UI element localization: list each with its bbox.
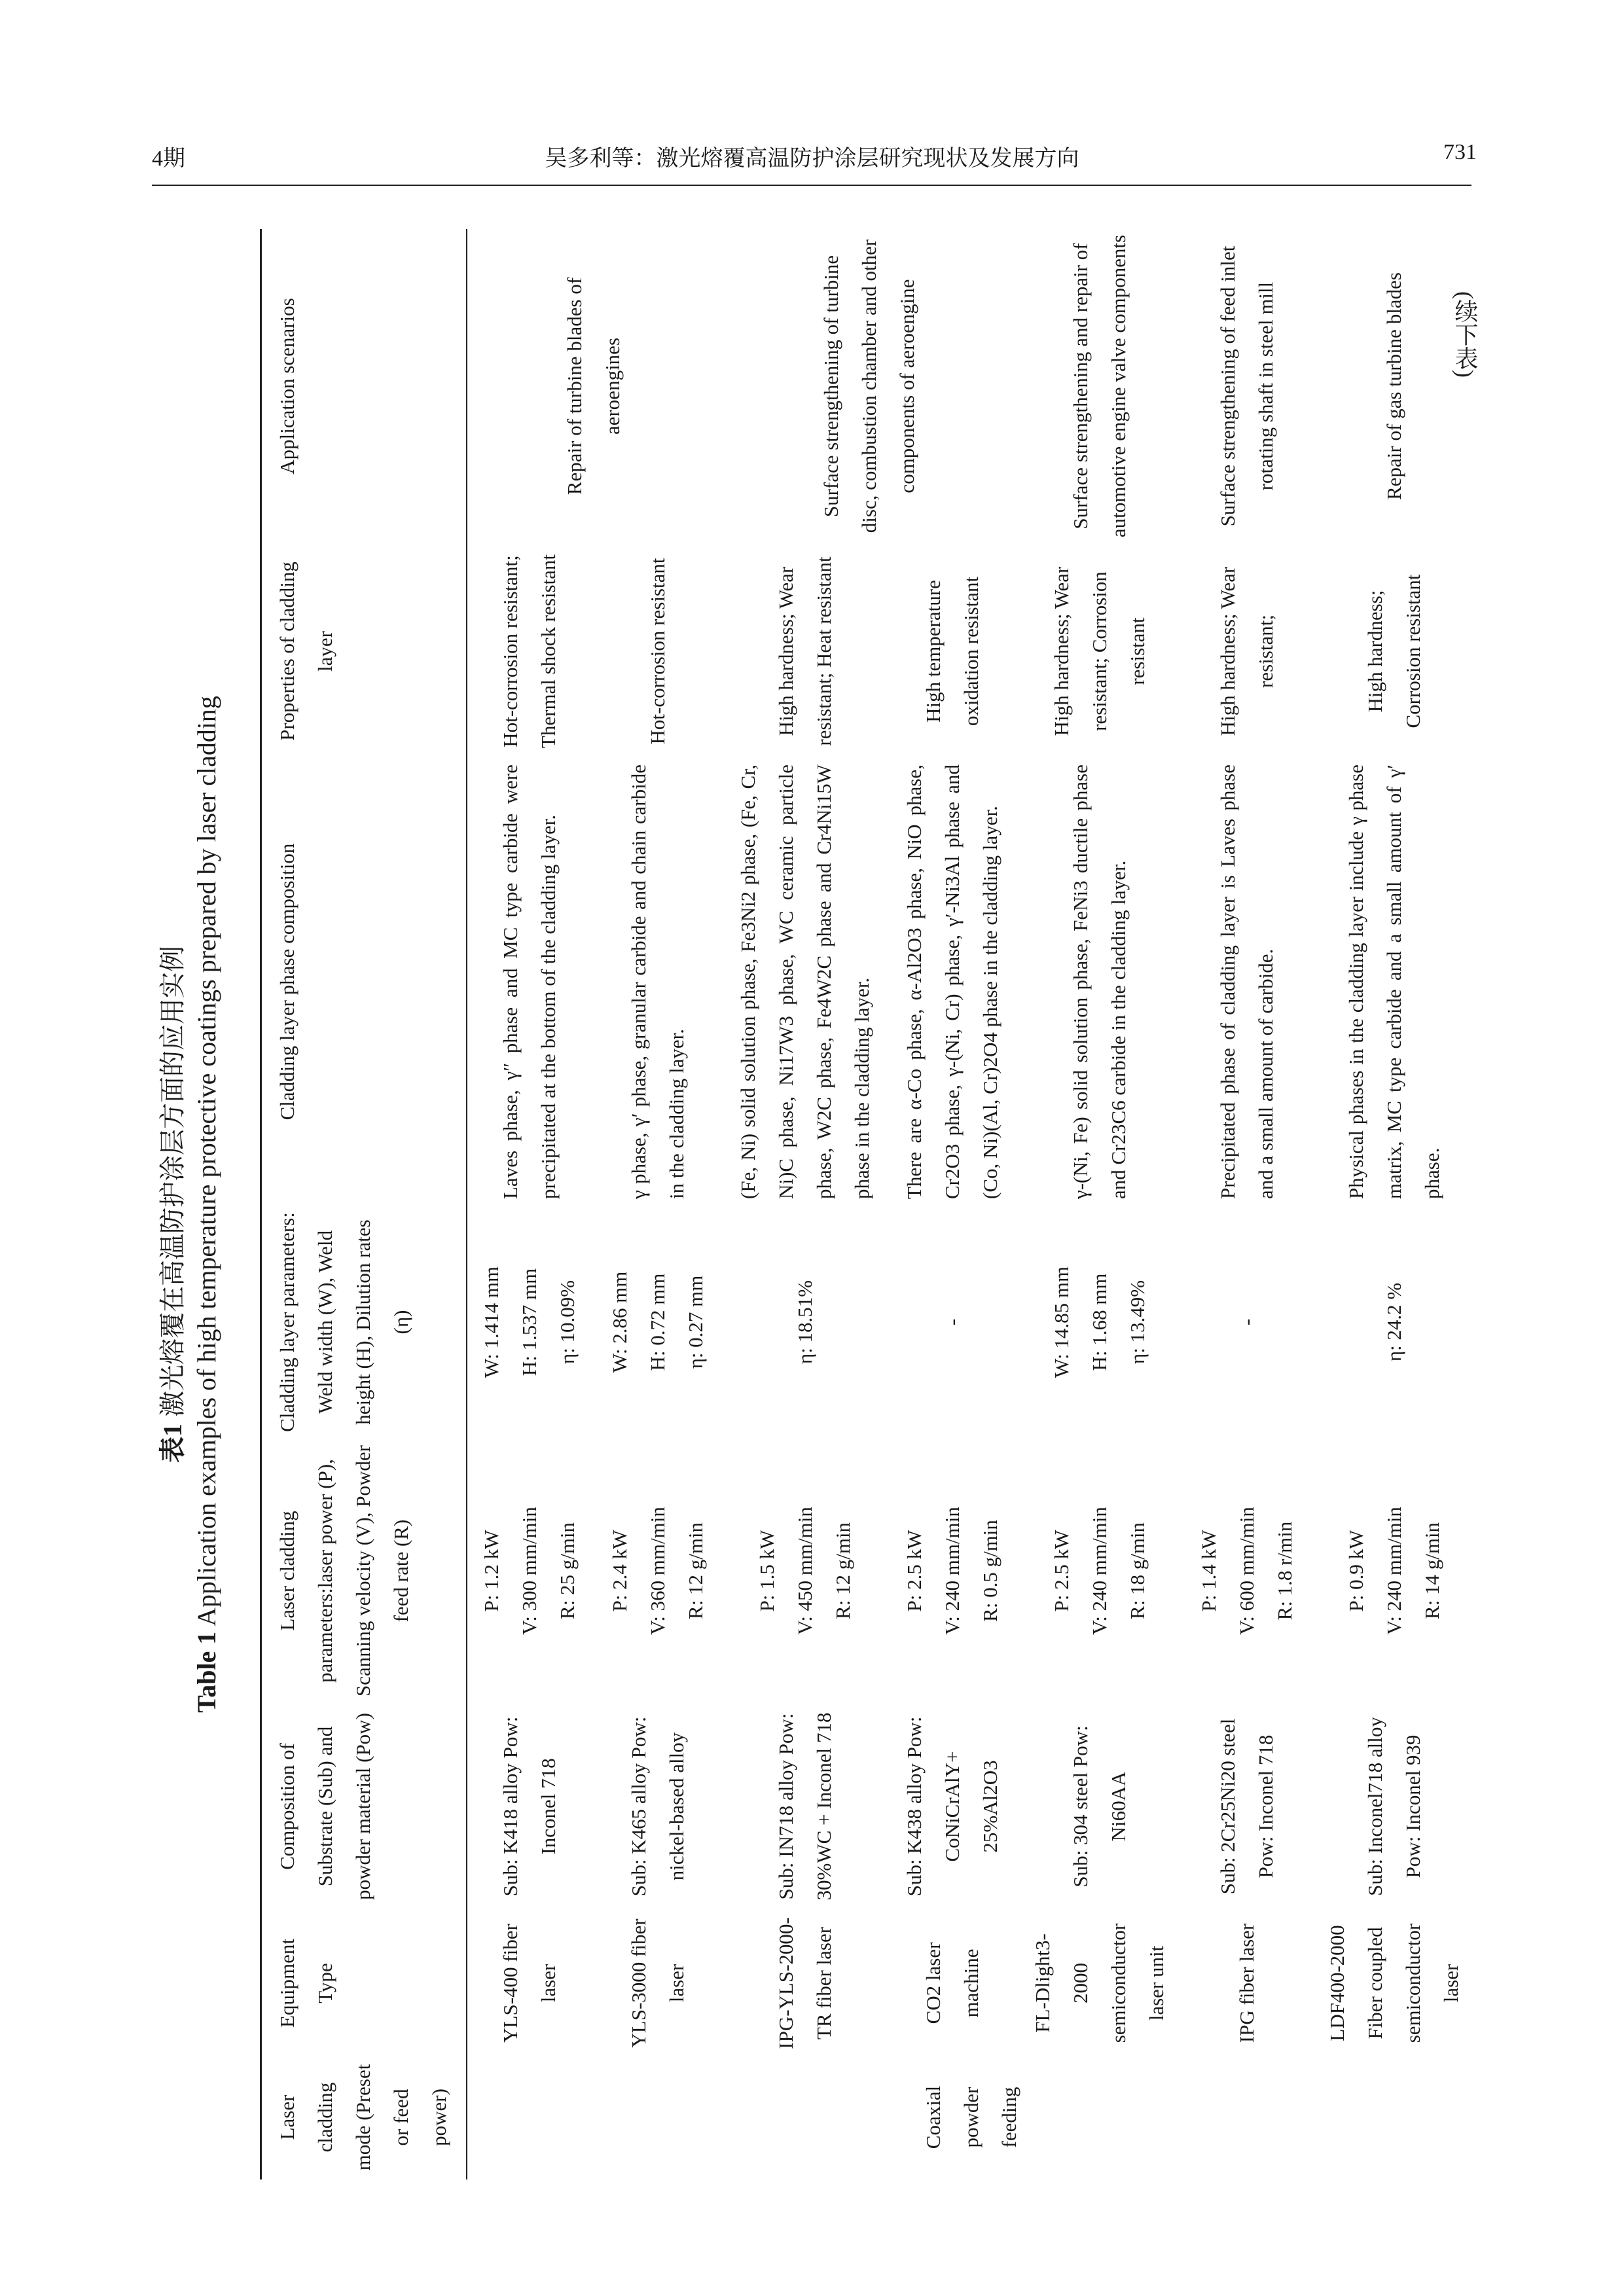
equipment-cell: CO2 laser machine [922,1942,983,2024]
param-line: R: 1.8 r/min [1273,1521,1296,1621]
layer-param-line: - [1235,1318,1258,1326]
layer-params-cell [1185,1204,1313,1440]
properties-cell: High hardness; Wear resistant; Heat resistant [774,556,835,746]
continued-note: (续下表) [1452,291,1478,378]
application-cell: Repair of turbine blades of aeroengines [563,277,624,495]
equipment-cell: YLS-400 fiber laser [499,1924,560,2043]
layer-params-cell [724,1204,890,1440]
caption-en-number: Table 1 [192,1631,221,1713]
col-header: Properties of cladding layer [261,543,467,759]
param-line: R: 12 g/min [684,1522,707,1620]
param-line: R: 25 g/min [556,1522,579,1620]
table-header-row [261,229,467,2179]
caption-cn-text: 激光熔覆在高温防护涂层方面的应用实例 [158,946,187,1417]
layer-param-line: W: 2.86 mm [608,1271,631,1373]
param-line: P: 0.9 kW [1344,1530,1367,1612]
caption-cn [152,229,189,2179]
params-cell [1185,1440,1313,1702]
param-line: V: 450 mm/min [793,1507,816,1635]
param-line: P: 2.5 kW [903,1530,926,1612]
layer-param-line: W: 14.85 mm [1050,1266,1073,1378]
param-line: V: 240 mm/min [1382,1507,1405,1635]
header-running-title: 吴多利等：激光熔覆高温防护涂层研究现状及发展方向 [545,147,1079,171]
layer-param-line: H: 0.72 mm [646,1273,669,1371]
param-line: P: 2.5 kW [1050,1530,1073,1612]
layer-param-line: η: 0.27 mm [684,1275,707,1369]
col-header: Laser cladding parameters:laser power (P), Scanning velocity (V), Powder feed rate (R) [261,1440,467,1702]
param-line: V: 300 mm/min [518,1507,541,1635]
col-header: Application scenarios [261,229,467,543]
caption-en-text: Application examples of high temperature protective coatings prepared by laser cladding [192,696,221,1626]
col-header: Composition of Substrate (Sub) and powder material (Pow) [261,1702,467,1911]
layer-param-line: η: 18.51% [793,1280,816,1365]
param-line: P: 1.5 kW [755,1530,778,1612]
properties-cell: High hardness; Wear resistant; Corrosion resistant [1050,566,1149,736]
param-line: R: 0.5 g/min [979,1520,1001,1622]
param-line: V: 240 mm/min [1088,1507,1111,1635]
equipment-cell: IPG fiber laser [1235,1923,1258,2043]
col-header: Cladding layer phase composition [261,759,467,1204]
layer-param-line: η: 24.2 % [1382,1282,1405,1362]
layer-param-line: H: 1.68 mm [1088,1273,1111,1371]
phase-cell: γ-(Ni, Fe) solid solution phase, FeNi3 ductile phase and Cr23C6 carbide in the cladding layer. [1069,764,1130,1199]
params-cell [724,1440,890,1702]
header-rule [152,185,1471,186]
params-cell [1019,1440,1185,1702]
composition-cell: Sub: K418 alloy Pow: Inconel 718 [499,1716,560,1897]
param-line: V: 600 mm/min [1235,1507,1258,1635]
application-cell: Surface strengthening of feed inlet rotating shaft in steel mill [1216,245,1277,527]
table-row [1019,229,1185,2179]
phase-cell: γ phase, γ′ phase, granular carbide and chain carbide in the cladding layer. [627,764,688,1199]
col-header: Cladding layer parameters: Weld width (W), Weld height (H), Dilution rates (η) [261,1204,467,1440]
table-row [1185,229,1313,2179]
layer-param-line: H: 1.537 mm [518,1268,541,1376]
layer-params-cell [1019,1204,1185,1440]
params-cell [1313,1440,1479,1702]
phase-cell: Physical phases in the cladding layer include γ phase matrix, MC type carbide and a small amount of γ′ phase. [1344,764,1443,1199]
composition-cell: Sub: Inconel718 alloy Pow: Inconel 939 [1363,1717,1424,1896]
phase-cell: There are α-Co phase, α-Al2O3 phase, NiO phase, Cr2O3 phase, γ-(Ni, Cr) phase, γ′-Ni3Al phase and (Co, Ni)(Al, Cr)2O4 phase in the cladding layer. [903,764,1001,1199]
application-cell: Surface strengthening and repair of automotive engine valve components [1069,234,1130,538]
properties-cell: High temperature oxidation resistant [922,576,983,726]
layer-params-cell [467,1204,596,1440]
table-row [724,229,890,2179]
table-row [467,229,596,2179]
caption-en [191,229,222,2179]
table-row [1313,229,1479,2179]
application-cell: Repair of gas turbine blades [1382,272,1405,500]
param-line: R: 14 g/min [1420,1522,1443,1620]
equipment-cell: FL-Dlight3-2000 semiconductor laser unit [1031,1923,1168,2043]
header-issue: 4期 [152,147,185,171]
params-cell [890,1440,1019,1702]
equipment-cell: YLS-3000 fiber laser [627,1918,688,2048]
param-line: V: 360 mm/min [646,1507,669,1635]
layer-params-cell [1313,1204,1479,1440]
properties-cell: Hot-corrosion resistant [646,558,669,745]
properties-cell: Hot-corrosion resistant; Thermal shock resistant [499,554,560,749]
table-body [467,229,1479,2179]
composition-cell: Sub: K438 alloy Pow: CoNiCrAlY+ 25%Al2O3 [903,1716,1001,1897]
composition-cell: Sub: IN718 alloy Pow: 30%WC + Inconel 718 [774,1712,835,1901]
col-header: Equipment Type [261,1911,467,2055]
header-page-number: 731 [1443,140,1477,164]
composition-cell: Sub: 2Cr25Ni20 steel Pow: Inconel 718 [1216,1718,1277,1895]
mode-cell: Coaxial powder feeding [922,2085,1020,2149]
layer-param-line: - [941,1318,964,1326]
application-cell: Surface strengthening of turbine disc, combustion chamber and other components of aeroengine [820,239,918,533]
composition-cell: Sub: 304 steel Pow: Ni60AA [1069,1725,1130,1888]
param-line: P: 1.2 kW [480,1530,503,1612]
params-cell [467,1440,596,1702]
layer-params-cell [596,1204,724,1440]
application-table [260,229,1479,2179]
equipment-cell: LDF400-2000 Fiber coupled semiconductor laser [1326,1923,1462,2043]
layer-param-line: W: 1.414 mm [480,1266,503,1378]
rotated-table-block [152,229,1462,2179]
param-line: V: 240 mm/min [941,1507,964,1635]
param-line: P: 2.4 kW [608,1530,631,1612]
param-line: R: 12 g/min [831,1522,854,1620]
params-cell [596,1440,724,1702]
phase-cell: Precipitated phase of cladding layer is Laves phase and a small amount of carbide. [1216,764,1277,1199]
properties-cell: High hardness; Corrosion resistant [1363,574,1424,728]
layer-param-line: η: 13.49% [1126,1280,1149,1365]
layer-param-line: η: 10.09% [556,1280,579,1365]
param-line: P: 1.4 kW [1197,1530,1220,1612]
param-line: R: 18 g/min [1126,1522,1149,1620]
equipment-cell: IPG-YLS-2000-TR fiber laser [774,1917,835,2049]
phase-cell: (Fe, Ni) solid solution phase, Fe3Ni2 phase, (Fe, Cr, Ni)C phase, Ni17W3 phase, WC ceramic particle phase, W2C phase, Fe4W2C phase and Cr4Ni15W phase in the cladding layer. [736,764,873,1199]
properties-cell: High hardness; Wear resistant; [1216,566,1277,736]
caption-cn-number: 表1 [158,1424,187,1463]
col-header: Laser cladding mode (Preset or feed power) [261,2055,467,2179]
layer-params-cell [890,1204,1019,1440]
phase-cell: Laves phase, γ″ phase and MC type carbide were precipitated at the bottom of the cladding layer. [499,764,560,1199]
composition-cell: Sub: K465 alloy Pow: nickel-based alloy [627,1716,688,1897]
